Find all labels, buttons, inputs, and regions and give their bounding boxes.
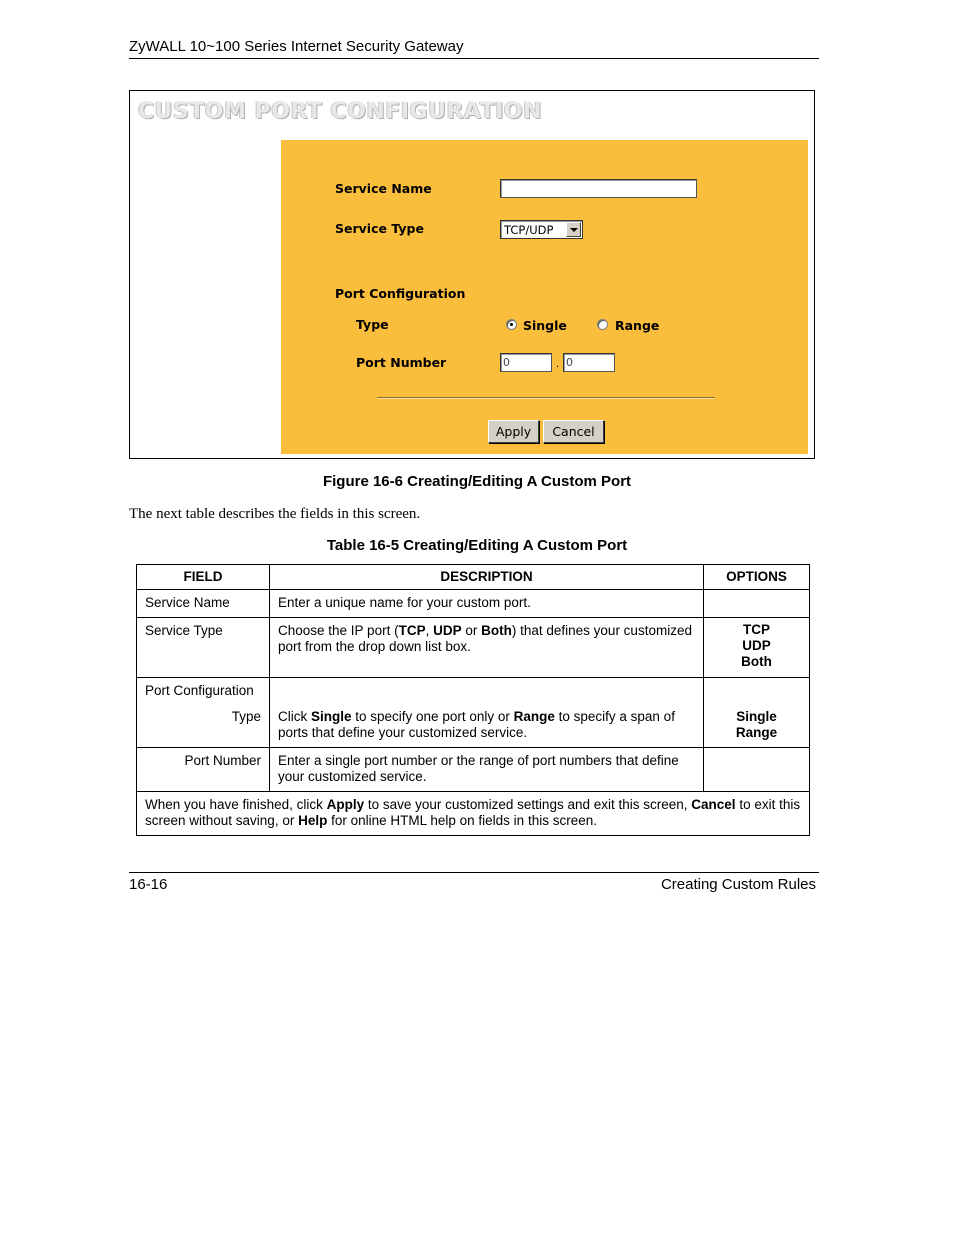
chevron-down-icon[interactable]	[566, 222, 581, 237]
type-label: Type	[356, 317, 389, 332]
table-row	[137, 678, 810, 748]
field-type: Type	[231, 709, 261, 724]
field-port-configuration: Port Configuration	[145, 683, 254, 698]
field-cell: Port Number	[137, 748, 270, 792]
service-type-label: Service Type	[335, 221, 424, 236]
apply-button[interactable]: Apply	[488, 420, 539, 443]
figure-caption: Figure 16-6 Creating/Editing A Custom Port	[322, 473, 632, 490]
options-cell	[704, 748, 810, 792]
header-title: ZyWALL 10~100 Series Internet Security Gateway	[129, 38, 464, 55]
note-bold: Cancel	[691, 797, 736, 812]
field-cell	[137, 678, 270, 748]
table-row	[137, 748, 810, 792]
options-cell	[704, 618, 810, 678]
desc-text: or	[461, 623, 482, 638]
screenshot-figure	[129, 90, 815, 459]
divider	[377, 397, 715, 399]
description-cell: Enter a single port number or the range of port numbers that define your customized service.	[270, 748, 704, 792]
desc-bold: TCP	[398, 623, 426, 638]
desc-text: Click	[278, 709, 311, 724]
port-number-label: Port Number	[356, 355, 447, 370]
screen-title: CUSTOM PORT CONFIGURATION	[138, 99, 543, 124]
radio-range-label[interactable]: Range	[615, 318, 660, 333]
desc-bold: Both	[481, 623, 512, 638]
port-start-input[interactable]	[500, 353, 552, 372]
intro-text: The next table describes the fields in this screen.	[129, 506, 421, 522]
table-row	[137, 618, 810, 678]
table-header-row	[137, 565, 810, 590]
service-name-label: Service Name	[335, 181, 432, 196]
page-number: 16-16	[129, 876, 168, 893]
chapter-title: Creating Custom Rules	[660, 876, 816, 893]
range-separator: .	[556, 358, 560, 370]
field-cell: Service Type	[137, 618, 270, 678]
options-cell	[704, 678, 810, 748]
description-cell: Enter a unique name for your custom port.	[270, 590, 704, 618]
header-description: DESCRIPTION	[270, 565, 704, 590]
note-bold: Apply	[326, 797, 365, 812]
table-footer-note	[137, 792, 810, 836]
table-caption: Table 16-5 Creating/Editing A Custom Port	[326, 537, 628, 554]
note-text: to exit this screen without saving, or	[145, 797, 801, 828]
header-field: FIELD	[137, 565, 270, 590]
page-footer	[129, 872, 819, 893]
desc-bold: Range	[513, 709, 555, 724]
header-options: OPTIONS	[704, 565, 810, 590]
field-cell: Service Name	[137, 590, 270, 618]
desc-text: Choose the IP port (	[278, 623, 399, 638]
desc-text: ) that defines your customized port from the drop down list box.	[278, 623, 692, 654]
option-both: Both	[741, 654, 772, 669]
option-tcp: TCP	[743, 622, 770, 637]
desc-text: to specify one port only or	[351, 709, 514, 724]
radio-single-label[interactable]: Single	[523, 318, 567, 333]
table-footer-row	[137, 792, 810, 836]
config-panel	[281, 140, 808, 454]
description-cell	[270, 618, 704, 678]
description-cell	[270, 678, 704, 748]
radio-single[interactable]	[506, 319, 517, 330]
page-header	[129, 38, 819, 59]
radio-range[interactable]	[597, 319, 608, 330]
table-row	[137, 590, 810, 618]
service-name-input[interactable]	[500, 179, 697, 198]
port-end-input[interactable]	[563, 353, 615, 372]
service-type-value: TCP/UDP	[504, 223, 554, 237]
desc-bold: UDP	[433, 623, 462, 638]
desc-bold: Single	[311, 709, 352, 724]
cancel-button[interactable]: Cancel	[543, 420, 604, 443]
option-single: Single	[736, 709, 777, 724]
note-text: to save your customized settings and exit this screen,	[364, 797, 692, 812]
fields-table	[136, 564, 810, 836]
desc-text: to specify a span of ports that define your customized service.	[278, 709, 675, 740]
service-type-select[interactable]	[500, 220, 583, 239]
note-text: for online HTML help on fields in this screen.	[327, 813, 597, 828]
option-udp: UDP	[742, 638, 771, 653]
desc-text: ,	[425, 623, 434, 638]
option-range: Range	[735, 725, 778, 740]
note-bold: Help	[298, 813, 328, 828]
options-cell	[704, 590, 810, 618]
note-text: When you have finished, click	[145, 797, 327, 812]
port-config-label: Port Configuration	[335, 286, 466, 301]
